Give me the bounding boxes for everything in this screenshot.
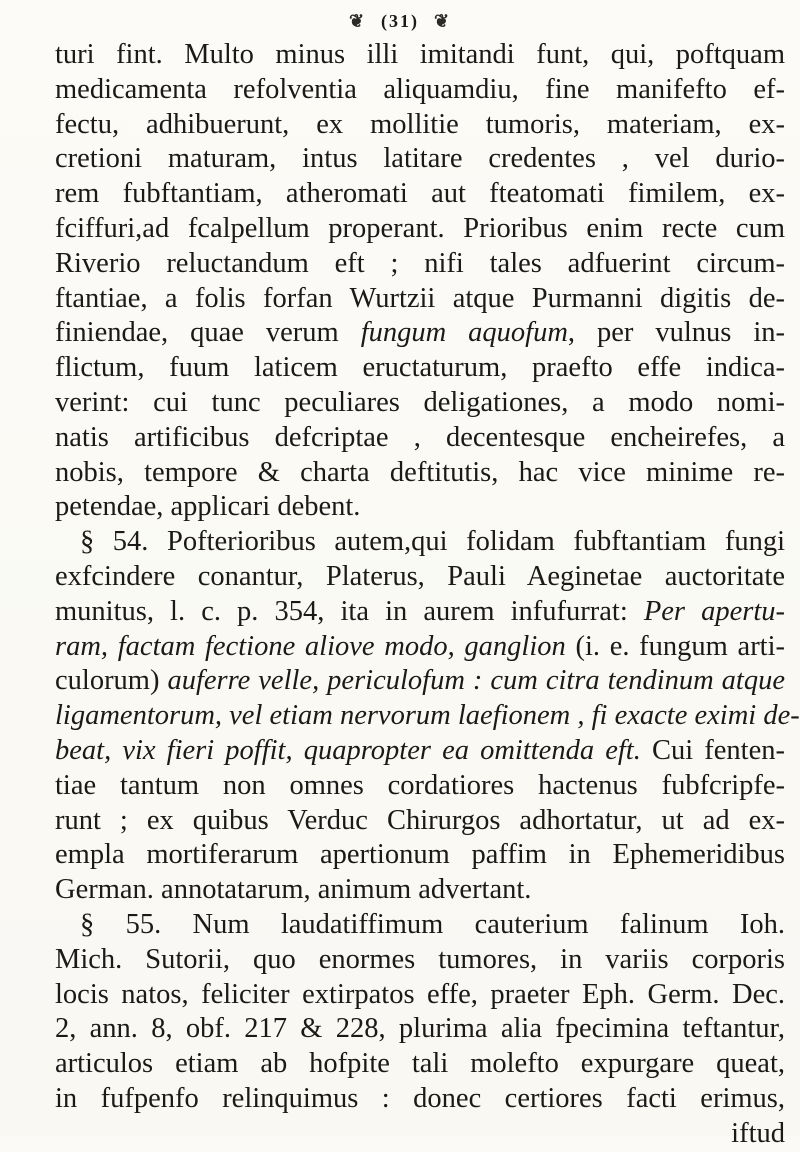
text-line-25: German. annotatarum, animum advertant. [55,874,532,906]
text-line-29: 2, ann. 8, obf. 217 & 228, plurima alia fpecimina teftantur, [55,1013,785,1045]
text-line-2: medicamenta refolventia aliquamdiu, fine manifefto ef- [55,73,785,105]
text-line-15: § 54. Pofterioribus autem,qui folidam fubftantiam fungi [80,526,785,558]
text-line-5: rem fubftantiam, atheromati aut fteatomati fimilem, ex- [55,178,785,210]
ornament-left-icon: ❦ [348,11,367,32]
ornament-right-icon: ❦ [433,11,452,32]
text-line-9: finiendae, quae verum fungum aquofum, per vulnus in- [55,317,786,349]
catchword: iftud [731,1117,785,1149]
text-line-12: natis artificibus defcriptae , decentesque encheirefes, a [55,421,785,453]
text-line-8: ftantiae, a folis forfan Wurtzii atque Purmanni digitis de- [55,282,785,314]
italic-quote: beat, vix fieri poffit, quapropter ea omittenda eft. [55,734,641,766]
page-number: (31) [381,11,419,31]
text-line-24: empla mortiferarum apertionum paffim in Ephemeridibus [55,839,785,871]
text-line-4: cretioni maturam, intus latitare credentes , vel durio- [55,143,785,175]
text-line-23: runt ; ex quibus Verduc Chirurgos adhortatur, ut ad ex- [55,804,785,836]
body-text [55,38,800,1152]
text-line-20 [55,699,800,734]
text-line-28: locis natos, feliciter extirpatos effe, praeter Eph. Germ. Dec. [55,978,785,1010]
text-line-3: fectu, adhibuerunt, ex mollitie tumoris, materiam, ex- [55,108,785,140]
italic-quote: auferre velle, periculofum : cum citra tendinum atque [167,665,785,697]
text-line-18: ram, factam fectione aliove modo, ganglion (i. e. fungum arti- [55,630,786,662]
text-line-14: petendae, applicari debent. [55,491,361,523]
text-line-10: flictum, fuum laticem eructaturum, praefto effe indica- [55,352,785,384]
text-line-22: tiae tantum non omnes cordatiores hactenus fubfcripfe- [55,769,785,801]
text-line-16: exfcindere conantur, Platerus, Pauli Aeginetae auctoritate [55,560,785,592]
text-line-6: fciffuri,ad fcalpellum properant. Prioribus enim recte cum [55,212,785,244]
italic-quote: Per apertu- [643,595,785,627]
text-line-19: culorum) auferre velle, periculofum : cum citra tendinum atque [55,665,785,697]
text-line-17: munitus, l. c. p. 354, ita in aurem infufurrat: Per apertu- [55,595,785,627]
text-line-27: Mich. Sutorii, quo enormes tumores, in variis corporis [55,943,785,975]
text-line-13: nobis, tempore & charta deftitutis, hac vice minime re- [55,456,785,488]
italic-quote: ligamentorum, vel etiam nervorum laefionem , fi exacte eximi de- [55,700,800,732]
text-line-21: beat, vix fieri poffit, quapropter ea omittenda eft. Cui fenten- [55,734,785,766]
page-header [0,8,800,32]
text-line-1: turi fint. Multo minus illi imitandi funt, qui, poftquam [55,39,785,70]
text-line-30: articulos etiam ab hofpite tali molefto expurgare queat, [55,1048,785,1080]
text-line-26: § 55. Num laudatiffimum cauterium falinum Ioh. [80,908,785,940]
italic-quote: ram, factam fectione aliove modo, ganglion [55,630,566,662]
text-line-31: in fufpenfo relinquimus : donec certiores facti erimus, [55,1082,785,1114]
text-line-11: verint: cui tunc peculiares deligationes, a modo nomi- [55,386,785,418]
italic-term: fungum aquofum [360,317,568,349]
text-line-7: Riverio reluctandum eft ; nifi tales adfuerint circum- [55,247,785,279]
